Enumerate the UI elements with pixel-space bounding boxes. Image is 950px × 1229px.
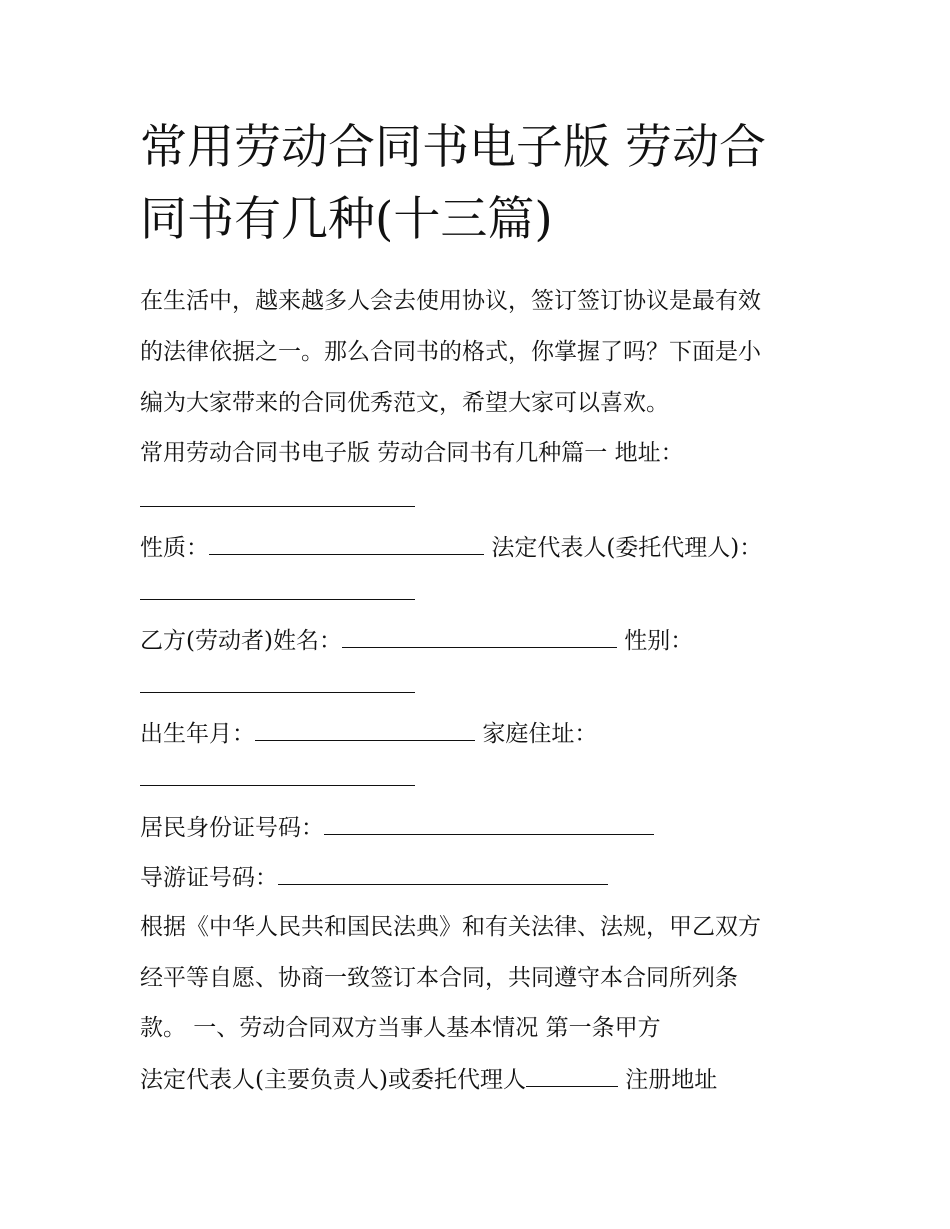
birth-blank xyxy=(255,718,475,741)
gender-blank xyxy=(140,670,415,693)
legal-rep-main-line xyxy=(140,1064,717,1095)
home-address-blank-line xyxy=(140,763,415,794)
title-line-1: 常用劳动合同书电子版 劳动合 xyxy=(140,120,766,175)
legal-rep-label: 法定代表人(委托代理人)： xyxy=(491,535,763,561)
party-b-name-blank xyxy=(342,625,617,648)
guide-cert-line xyxy=(140,862,608,893)
id-number-label: 居民身份证号码： xyxy=(140,815,324,841)
nature-line xyxy=(140,532,762,563)
legal-rep-blank-line xyxy=(140,577,415,608)
intro-line-2: 的法律依据之一。那么合同书的格式，你掌握了吗？下面是小 xyxy=(140,339,761,365)
legal-rep-blank xyxy=(140,577,415,600)
title-line-2: 同书有几种(十三篇) xyxy=(140,192,553,247)
home-address-blank xyxy=(140,763,415,786)
legal-rep-main-blank xyxy=(526,1064,618,1087)
address-blank xyxy=(140,484,415,507)
gender-blank-line xyxy=(140,670,415,701)
nature-blank xyxy=(209,532,484,555)
birth-label: 出生年月： xyxy=(140,721,255,747)
section-heading: 常用劳动合同书电子版 劳动合同书有几种篇一 地址： xyxy=(140,440,684,466)
home-address-label: 家庭住址： xyxy=(482,721,598,747)
nature-label: 性质： xyxy=(140,535,209,561)
legal-rep-main-label: 法定代表人(主要负责人)或委托代理人 xyxy=(140,1067,526,1093)
address-blank-line xyxy=(140,484,415,515)
intro-line-3: 编为大家带来的合同优秀范文，希望大家可以喜欢。 xyxy=(140,390,669,416)
id-number-line xyxy=(140,812,654,843)
intro-line-1: 在生活中，越来越多人会去使用协议，签订签订协议是最有效 xyxy=(140,288,761,314)
party-b-line xyxy=(140,625,693,656)
body-line-3: 款。 一、劳动合同双方当事人基本情况 第一条甲方 xyxy=(140,1015,661,1041)
birth-line xyxy=(140,718,597,749)
guide-cert-label: 导游证号码： xyxy=(140,865,278,891)
party-b-name-label: 乙方(劳动者)姓名： xyxy=(140,628,342,654)
guide-cert-blank xyxy=(278,862,608,885)
gender-label: 性别： xyxy=(624,628,694,654)
document-title xyxy=(140,112,840,256)
registered-address-label: 注册地址 xyxy=(625,1067,718,1093)
body-line-2: 经平等自愿、协商一致签订本合同，共同遵守本合同所列条 xyxy=(140,965,738,991)
id-number-blank xyxy=(324,812,654,835)
body-line-1: 根据《中华人民共和国民法典》和有关法律、法规，甲乙双方 xyxy=(140,914,761,940)
